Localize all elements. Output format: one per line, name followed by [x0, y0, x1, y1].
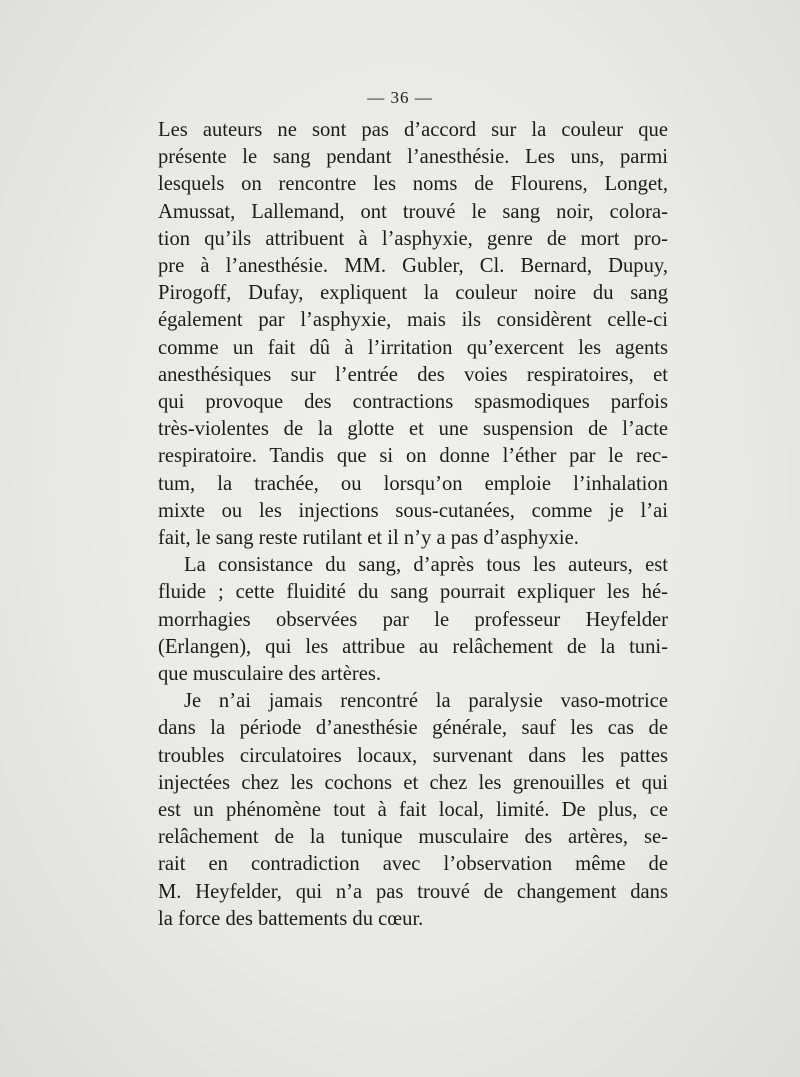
text-line: tum, la trachée, ou lorsqu’on emploie l’inhalation	[158, 472, 668, 495]
text-line: La consistance du sang, d’après tous les auteurs, est	[184, 554, 668, 577]
text-line: également par l’asphyxie, mais ils considèrent celle-ci	[158, 309, 668, 332]
text-line: la force des battements du cœur.	[158, 907, 424, 930]
paragraph-blood-consistency	[158, 552, 668, 688]
text-line: très-violentes de la glotte et une suspension de l’acte	[158, 418, 668, 441]
paragraph-blood-color	[158, 117, 668, 552]
text-line: présente le sang pendant l’anesthésie. Les uns, parmi	[158, 146, 668, 169]
text-line: rait en contradiction avec l’observation même de	[158, 853, 668, 876]
text-line: injectées chez les cochons et chez les grenouilles et qui	[158, 771, 668, 794]
text-line: Pirogoff, Dufay, expliquent la couleur noire du sang	[158, 282, 668, 305]
text-line: (Erlangen), qui les attribue au relâchement de la tuni-	[158, 635, 668, 658]
text-line: est un phénomène tout à fait local, limité. De plus, ce	[158, 799, 668, 822]
text-line: que musculaire des artères.	[158, 663, 382, 686]
text-line: fait, le sang reste rutilant et il n’y a pas d’asphyxie.	[158, 527, 579, 550]
text-line: lesquels on rencontre les noms de Flourens, Longet,	[158, 173, 668, 196]
text-line: pre à l’anesthésie. MM. Gubler, Cl. Bernard, Dupuy,	[158, 255, 668, 278]
paragraph-vasomotor-paralysis	[158, 688, 668, 933]
text-line: relâchement de la tunique musculaire des artères, se-	[158, 826, 668, 849]
text-line: qui provoque des contractions spasmodiques parfois	[158, 391, 668, 414]
page-number: — 36 —	[367, 88, 433, 107]
text-line: respiratoire. Tandis que si on donne l’éther par le rec-	[158, 445, 668, 468]
text-line: tion qu’ils attribuent à l’asphyxie, genre de mort pro-	[158, 227, 668, 250]
text-line: morrhagies observées par le professeur Heyfelder	[158, 608, 668, 631]
text-line: M. Heyfelder, qui n’a pas trouvé de changement dans	[158, 880, 668, 903]
text-line: mixte ou les injections sous-cutanées, comme je l’ai	[158, 499, 668, 522]
body-text	[158, 117, 668, 933]
text-line: Amussat, Lallemand, ont trouvé le sang noir, colora-	[158, 200, 668, 223]
text-line: anesthésiques sur l’entrée des voies respiratoires, et	[158, 363, 668, 386]
text-line: dans la période d’anesthésie générale, sauf les cas de	[158, 717, 668, 740]
text-line: Je n’ai jamais rencontré la paralysie vaso-motrice	[184, 690, 668, 713]
text-line: fluide ; cette fluidité du sang pourrait expliquer les hé-	[158, 581, 668, 604]
text-line: comme un fait dû à l’irritation qu’exercent les agents	[158, 336, 668, 359]
text-line: troubles circulatoires locaux, survenant dans les pattes	[158, 744, 668, 767]
text-line: Les auteurs ne sont pas d’accord sur la couleur que	[158, 119, 668, 141]
